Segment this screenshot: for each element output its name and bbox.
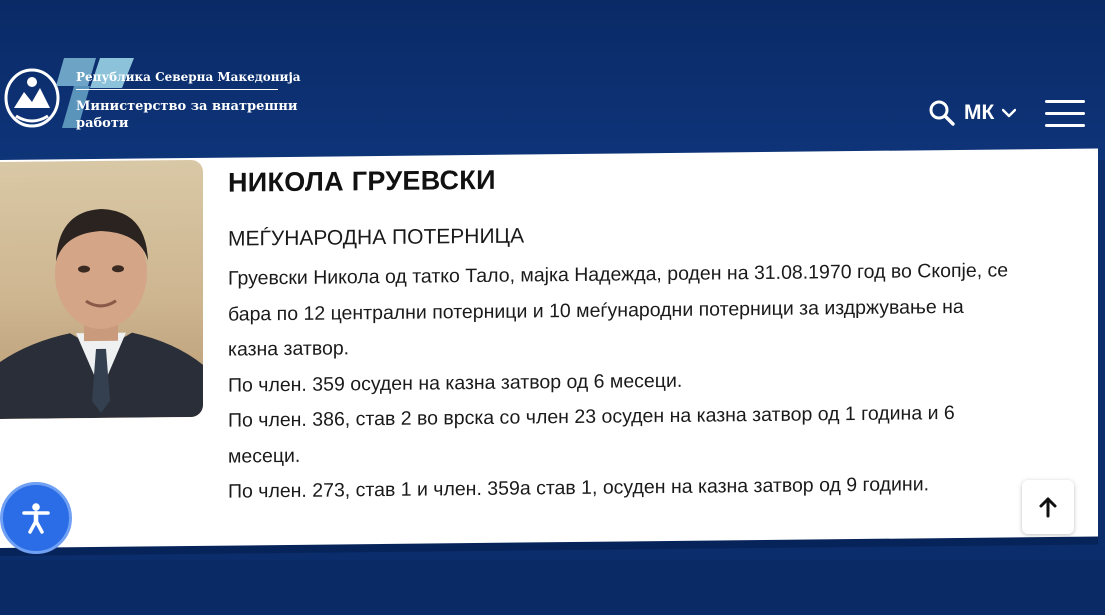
country-name: Република Северна Македонија	[76, 70, 301, 84]
page-footer-background	[0, 560, 1105, 615]
accessibility-button[interactable]	[0, 482, 72, 554]
scroll-to-top-button[interactable]	[1022, 480, 1074, 534]
site-header	[0, 0, 1105, 160]
description-line: месеци.	[228, 444, 301, 468]
description-line: бара по 12 централни потерници и 10 меѓународни потерници за издржување на	[228, 295, 964, 326]
description-line: По член. 273, став 1 и член. 359а став 1, осуден на казна затвор од 9 години.	[228, 473, 930, 503]
logo-divider	[76, 89, 278, 90]
chevron-down-icon	[1002, 108, 1016, 118]
coat-of-arms-icon	[2, 62, 62, 130]
wanted-profile-card	[0, 149, 1098, 548]
accessibility-icon	[19, 501, 53, 535]
description-line: Груевски Никола од татко Тало, мајка Надежда, роден на 31.08.1970 год во Скопје, се	[228, 259, 1009, 290]
description-line: казна затвор.	[228, 337, 350, 361]
profile-description	[228, 253, 1088, 511]
hamburger-menu-icon[interactable]	[1045, 100, 1085, 128]
person-name: НИКОЛА ГРУЕВСКИ	[228, 164, 496, 198]
notice-type: МЕЃУНАРОДНА ПОТЕРНИЦА	[228, 224, 525, 251]
arrow-up-icon	[1038, 496, 1058, 518]
menu-bar	[1045, 124, 1085, 127]
menu-bar	[1045, 100, 1085, 103]
menu-bar	[1045, 112, 1085, 115]
language-label: МК	[964, 101, 995, 124]
description-line: По член. 359 осуден на казна затвор од 6 месеци.	[228, 369, 683, 397]
ministry-name: Министерство за внатрешни работи	[76, 99, 298, 131]
ministry-logo[interactable]	[0, 58, 330, 138]
description-line: По член. 386, став 2 во врска со член 23 осуден на казна затвор од 1 година и 6	[228, 402, 955, 432]
language-selector[interactable]	[964, 100, 1016, 126]
profile-photo	[0, 160, 203, 419]
search-icon[interactable]	[928, 99, 956, 127]
